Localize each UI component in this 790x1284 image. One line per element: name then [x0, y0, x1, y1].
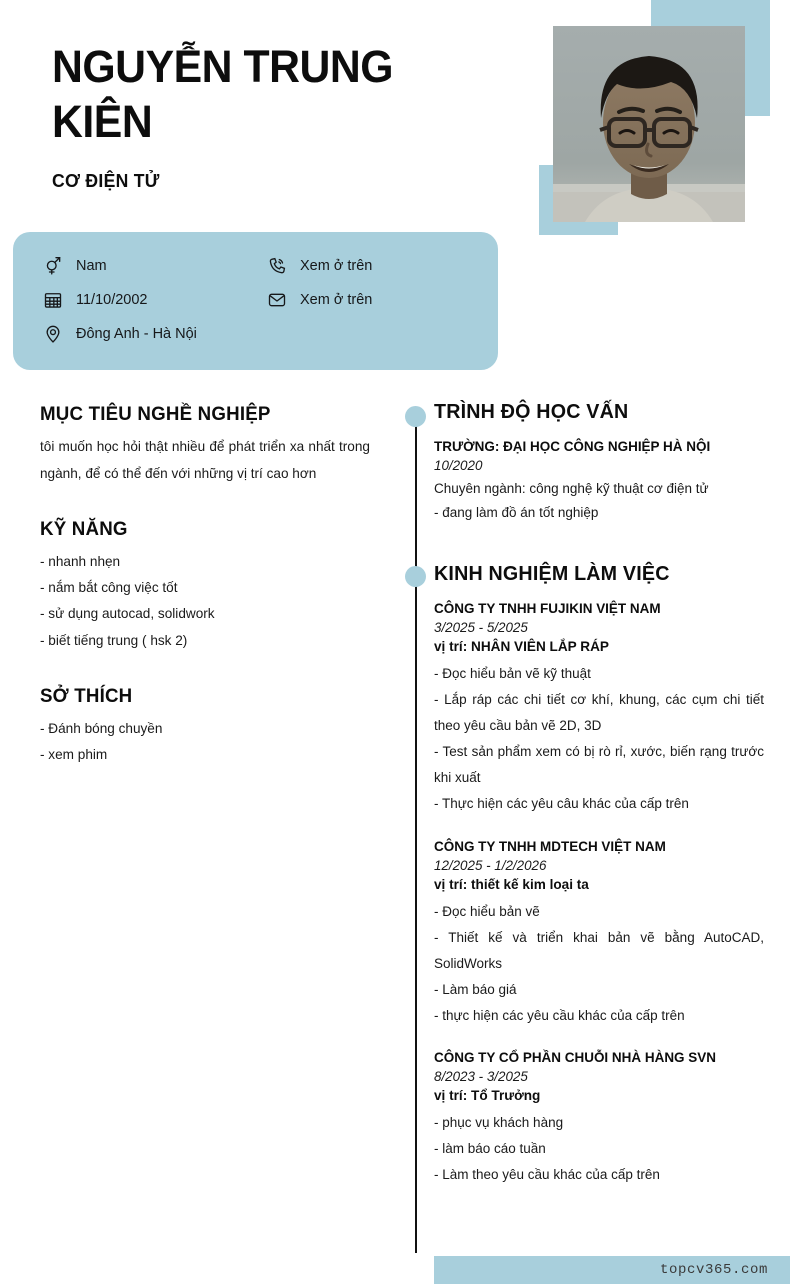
experience-date: 8/2023 - 3/2025: [434, 1068, 528, 1084]
experience-detail: - làm báo cáo tuần: [434, 1140, 546, 1156]
experience-position: vị trí: thiết kế kim loại ta: [434, 876, 589, 892]
experience-date: 3/2025 - 5/2025: [434, 620, 528, 636]
section-title-education: TRÌNH ĐỘ HỌC VẤN: [434, 400, 629, 423]
section-interests: [40, 685, 370, 768]
list-item: - nhanh nhẹn: [40, 554, 121, 569]
career-objective-text: tôi muốn học hỏi thật nhiều để phát triển xa nhất trong ngành, để có thể đến với những vị trí cao hơn: [40, 439, 370, 481]
section-title: SỞ THÍCH: [40, 684, 133, 707]
contact-item-phone: [266, 249, 372, 283]
section-title: KỸ NĂNG: [40, 518, 128, 540]
contact-value: Đông Anh - Hà Nội: [76, 325, 197, 342]
section-title: MỤC TIÊU NGHỀ NGHIỆP: [40, 403, 271, 425]
calendar-icon: [42, 289, 64, 311]
experience-detail: - Thiết kế và triển khai bản vẽ bằng AutoCAD, SolidWorks: [434, 929, 764, 971]
contact-panel: [13, 232, 498, 370]
section-title-experience: KINH NGHIỆM LÀM VIỆC: [434, 562, 670, 586]
experience-company: CÔNG TY TNHH MDTECH VIỆT NAM: [434, 837, 666, 854]
list-item: - Đánh bóng chuyền: [40, 720, 163, 736]
experience-detail: - Đọc hiểu bản vẽ kỹ thuật: [434, 666, 591, 682]
experience-detail: - Lắp ráp các chi tiết cơ khí, khung, các cụm chi tiết theo yêu cầu bản vẽ 2D, 3D: [434, 692, 764, 734]
list-item: - sử dụng autocad, solidwork: [40, 606, 215, 622]
contact-value: Nam: [76, 257, 107, 274]
contact-item-email: [266, 283, 372, 317]
experience-detail: - phục vụ khách hàng: [434, 1114, 564, 1130]
experience-entry: [434, 1049, 764, 1188]
experience-company: CÔNG TY TNHH FUJIKIN VIỆT NAM: [434, 600, 661, 617]
education-school: TRƯỜNG: ĐẠI HỌC CÔNG NGHIỆP HÀ NỘI: [434, 438, 711, 454]
education-entry: [434, 438, 764, 524]
experience-position: vị trí: NHÂN VIÊN LẮP RÁP: [434, 639, 609, 655]
candidate-name: NGUYỄN TRUNG KIÊN: [52, 41, 394, 147]
contact-value: Xem ở trên: [300, 291, 373, 308]
left-column: [40, 403, 370, 799]
education-date: 10/2020: [434, 458, 483, 473]
portrait-photo: [553, 26, 745, 222]
timeline-axis: [415, 418, 417, 1253]
section-skills: [40, 518, 370, 654]
contact-column-left: [42, 249, 197, 351]
right-column: [434, 400, 764, 1208]
list-item: - nắm bắt công việc tốt: [40, 580, 178, 596]
experience-detail: - Đọc hiểu bản vẽ: [434, 903, 540, 919]
timeline-dot-experience: [405, 566, 426, 587]
email-icon: [266, 289, 288, 311]
contact-item-location: [42, 317, 197, 351]
header-block: [52, 40, 522, 192]
candidate-role: CƠ ĐIỆN TỬ: [52, 169, 160, 191]
experience-detail: - Làm báo giá: [434, 981, 517, 997]
list-item: - xem phim: [40, 747, 108, 763]
gender-icon: [42, 255, 64, 277]
experience-detail: - Test sản phẩm xem có bị rò rỉ, xước, biến rạng trước khi xuất: [434, 744, 764, 786]
experience-entry: [434, 838, 764, 1029]
experience-entry: [434, 600, 764, 817]
contact-column-right: [266, 249, 372, 317]
experience-detail: - thực hiện các yêu cầu khác của cấp trên: [434, 1007, 685, 1023]
section-career-objective: [40, 403, 370, 487]
list-item: - biết tiếng trung ( hsk 2): [40, 632, 188, 648]
location-pin-icon: [42, 323, 64, 345]
footer-brand: topcv365.com: [659, 1262, 768, 1278]
timeline-dot-education: [405, 406, 426, 427]
education-detail: Chuyên ngành: công nghệ kỹ thuật cơ điện tử: [434, 481, 709, 496]
experience-detail: - Làm theo yêu cầu khác của cấp trên: [434, 1166, 660, 1182]
contact-value: Xem ở trên: [300, 257, 373, 274]
contact-item-gender: [42, 249, 197, 283]
phone-icon: [266, 255, 288, 277]
experience-company: CÔNG TY CỔ PHẦN CHUỖI NHÀ HÀNG SVN: [434, 1048, 716, 1065]
footer-bar: [434, 1256, 790, 1284]
contact-value: 11/10/2002: [76, 291, 148, 308]
experience-position: vị trí: Tổ Trưởng: [434, 1087, 541, 1103]
experience-date: 12/2025 - 1/2/2026: [434, 857, 547, 873]
contact-item-birthdate: [42, 283, 197, 317]
education-detail: - đang làm đồ án tốt nghiệp: [434, 504, 599, 520]
experience-detail: - Thực hiện các yêu câu khác của cấp trên: [434, 796, 689, 812]
